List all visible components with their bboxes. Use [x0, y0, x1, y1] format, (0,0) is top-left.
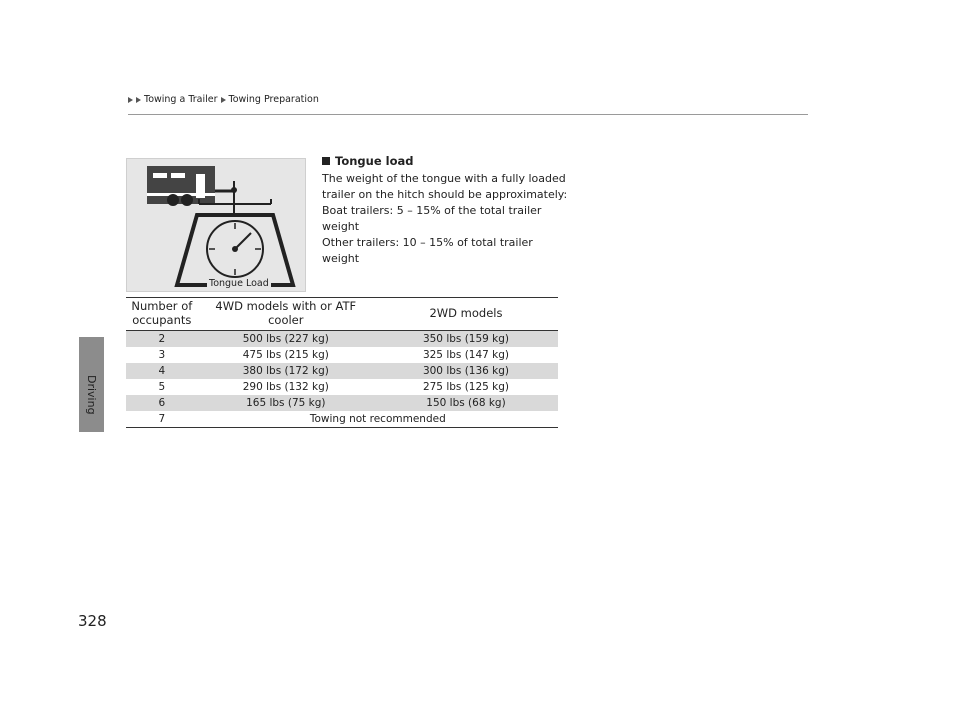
- breadcrumb-arrow-icon: [128, 97, 133, 103]
- table-row: [126, 347, 558, 363]
- cell-occupants: 3: [158, 349, 166, 361]
- cell-occupants: 6: [126, 395, 198, 411]
- cell-2wd: 150 lbs (68 kg): [374, 395, 558, 411]
- table-row: [126, 395, 558, 411]
- header-divider: [128, 114, 808, 115]
- tongue-load-line: Other trailers: 10 – 15% of total trailer weight: [322, 236, 533, 265]
- header-occupants: Number of occupants: [126, 298, 198, 331]
- trailer-scale-icon: [127, 159, 307, 293]
- table-row: [126, 379, 558, 395]
- cell-occupants: 5: [158, 381, 166, 393]
- tongue-load-illustration: [126, 158, 306, 292]
- tongue-load-line: Boat trailers: 5 – 15% of the total trailer weight: [322, 204, 542, 233]
- table-row: [126, 331, 558, 348]
- cell-2wd: 325 lbs (147 kg): [422, 349, 510, 361]
- page-number: 328: [78, 612, 107, 630]
- square-bullet-icon: [322, 157, 330, 165]
- breadcrumb-arrow-icon: [221, 97, 226, 103]
- tongue-load-line: The weight of the tongue with a fully loaded trailer on the hitch should be approximately:: [322, 172, 568, 201]
- table-row: [126, 363, 558, 379]
- tongue-load-description: [322, 171, 568, 267]
- tongue-load-heading: [322, 154, 413, 168]
- cell-4wd: 290 lbs (132 kg): [242, 381, 329, 393]
- header-2wd: 2WD models: [374, 298, 558, 331]
- cell-towing-note: Towing not recommended: [198, 411, 558, 428]
- breadcrumb-item[interactable]: Towing a Trailer: [144, 94, 218, 105]
- cell-4wd: 380 lbs (172 kg): [198, 363, 374, 379]
- tongue-load-title: Tongue load: [335, 154, 414, 168]
- cell-2wd: 350 lbs (159 kg): [374, 331, 558, 348]
- header-4wd: 4WD models with or ATF cooler: [198, 298, 374, 331]
- cell-occupants: 7: [126, 411, 198, 428]
- breadcrumb: [128, 94, 319, 105]
- cell-2wd: 300 lbs (136 kg): [374, 363, 558, 379]
- cell-4wd: 475 lbs (215 kg): [242, 349, 329, 361]
- cell-occupants: 2: [126, 331, 198, 348]
- breadcrumb-item[interactable]: Towing Preparation: [228, 94, 319, 105]
- table-row: [126, 411, 558, 428]
- table-header-row: [126, 298, 558, 331]
- illustration-caption: Tongue Load: [209, 278, 269, 289]
- cell-2wd: 275 lbs (125 kg): [422, 381, 510, 393]
- breadcrumb-arrow-icon: [136, 97, 141, 103]
- section-tab-label: Driving: [85, 375, 98, 415]
- cell-occupants: 4: [126, 363, 198, 379]
- cell-4wd: 165 lbs (75 kg): [198, 395, 374, 411]
- cell-4wd: 500 lbs (227 kg): [198, 331, 374, 348]
- tongue-load-table: [126, 297, 558, 428]
